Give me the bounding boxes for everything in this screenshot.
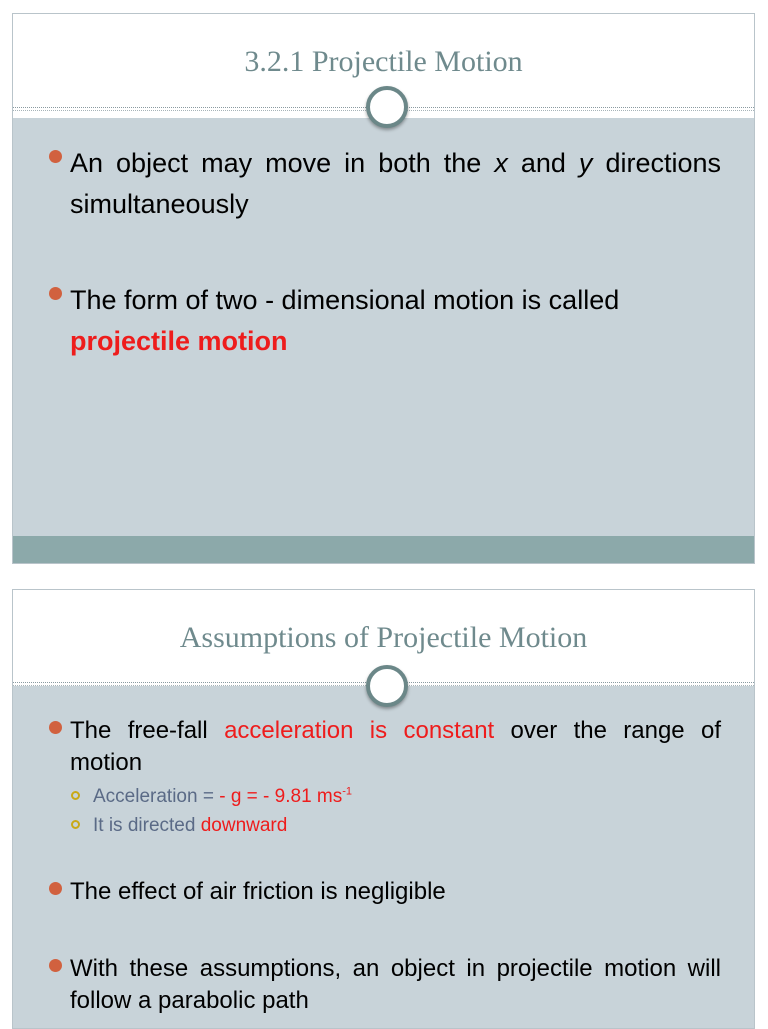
ring-ornament-icon — [366, 665, 408, 707]
ring-ornament-icon — [366, 86, 408, 128]
bullet-dot-icon — [49, 721, 62, 734]
bullet-item — [49, 876, 721, 908]
bullet-text: With these assumptions, an object in projectile motion will follow a parabolic path — [70, 955, 721, 1014]
text-span: directions simultaneously — [70, 148, 721, 219]
slide-footer-bar — [13, 536, 754, 563]
highlight-text: downward — [200, 815, 288, 836]
sub-bullet-text — [93, 783, 352, 811]
variable-y: y — [578, 148, 593, 178]
sub-bullet-item — [71, 783, 352, 811]
slide-assumptions — [12, 589, 755, 1029]
bullet-item — [49, 280, 721, 362]
bullet-dot-icon — [49, 882, 62, 895]
text-span: Acceleration = — [93, 786, 220, 807]
bullet-dot-icon — [49, 150, 62, 163]
highlight-text: acceleration is constant — [224, 717, 495, 744]
bullet-dot-icon — [49, 287, 62, 300]
highlight-text: - g = - 9.81 ms — [219, 786, 343, 807]
bullet-text — [70, 280, 721, 362]
slide-projectile-motion — [12, 13, 755, 564]
slide-title: Assumptions of Projectile Motion — [179, 621, 588, 654]
slide-title: 3.2.1 Projectile Motion — [244, 45, 523, 78]
bullet-item — [49, 953, 721, 1017]
variable-x: x — [494, 148, 508, 178]
text-span: It is directed — [93, 815, 201, 836]
superscript: -1 — [342, 785, 353, 798]
sub-bullet-circle-icon — [71, 791, 80, 800]
bullet-text: The effect of air friction is negligible — [70, 878, 446, 905]
sub-bullet-item — [71, 812, 287, 840]
text-span: The form of two - dimensional motion is called — [70, 285, 620, 315]
sub-bullet-circle-icon — [71, 820, 80, 829]
bullet-text — [70, 143, 721, 225]
bullet-item — [49, 143, 721, 225]
sub-bullet-text — [93, 812, 287, 840]
highlight-text: projectile motion — [70, 326, 288, 356]
text-span: The free-fall — [70, 717, 225, 744]
text-span: and — [507, 148, 579, 178]
bullet-text — [70, 715, 721, 779]
text-span: over the range of motion — [70, 717, 721, 776]
text-span: An object may move in both the — [70, 148, 495, 178]
bullet-dot-icon — [49, 959, 62, 972]
bullet-item — [49, 715, 721, 779]
